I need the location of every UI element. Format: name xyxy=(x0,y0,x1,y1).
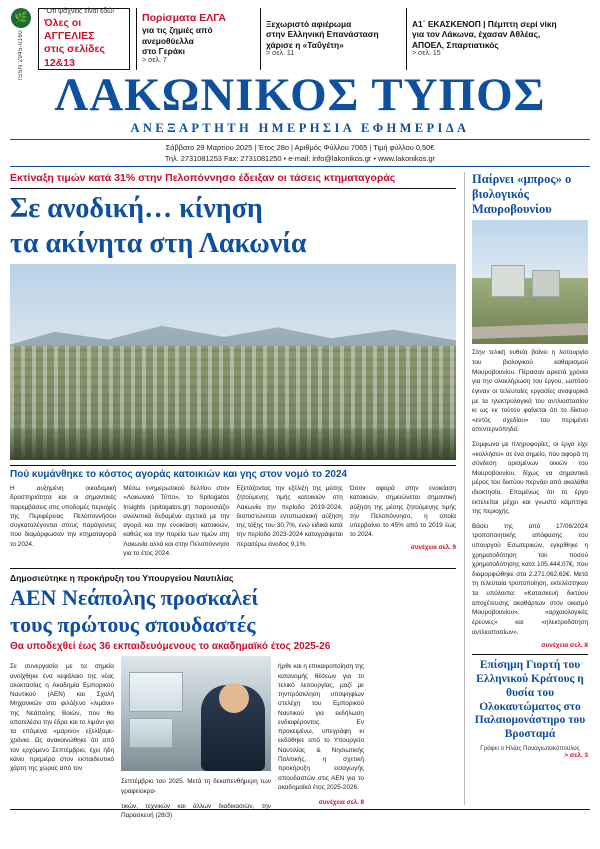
lead-headline-line2[interactable]: τα ακίνητα στη Λακωνία xyxy=(10,228,307,260)
lead-column-1 xyxy=(10,484,116,562)
teaser-elga-sub2: στο Γεράκι xyxy=(142,46,186,57)
aen-columns xyxy=(10,656,456,827)
rail-bottom-headline[interactable]: Επίσημη Γιορτή του Ελληνικού Κράτους η θυσία του Ολοκαυτώματος στο Παλαιομονάστηρο του Βροσταμά xyxy=(474,659,586,741)
lead-divider xyxy=(10,188,456,189)
lead-kicker: Εκτίναξη τιμών κατά 31% στην Πελοπόννησο έδειξαν οι τάσεις κτηματαγοράς xyxy=(10,172,396,185)
secondary-divider xyxy=(10,568,456,569)
rail-paragraph-3: Βάσει της από 17/06/2024 τροποποιητικής απόφασης του υπουργού Εσωτερικών, εγκρίθηκε η χρηματοδότηση του ποσού χρηματοδότησης κατά 105.444,07€, που διαμορφώθηκε στα 2.271.062,62€. Μετά τη τελευταία τροποποίηση, εκτελέστηκαν τα υπόλοιπα: «Κατασκευή δικτύου αποχέτευσης ακαθάρτων στον οικισμό Μαυροβουνίου», «αρχαιολογικές έρευνες» και «ηλεκτροδότηση αντλιοστασίων». xyxy=(472,522,588,636)
teaser-revolution-ref[interactable]: > σελ. 11 xyxy=(266,50,295,58)
top-teaser-strip xyxy=(10,8,590,80)
rail-photo-tank-2 xyxy=(532,270,560,297)
main-column xyxy=(10,172,456,820)
rail-bottom-credit: Γράφει ο Ηλίας Παναγιωτακόπουλος xyxy=(480,744,580,752)
lead-headline-line1[interactable]: Σε ανοδική… κίνηση xyxy=(10,192,263,224)
right-rail xyxy=(464,172,588,805)
rail-photo-tank-1 xyxy=(491,265,526,297)
aen-headline-line2[interactable]: τους πρώτους σπουδαστές xyxy=(10,612,256,638)
teaser-sports-ref[interactable]: > σελ. 15 xyxy=(412,50,441,58)
teaser-classifieds-line2: στις σελίδες 12&13 xyxy=(44,43,105,69)
teaser-sports[interactable] xyxy=(406,8,590,70)
teaser-revolution-l3: χάρισε η «Ταΰγέτη» xyxy=(266,39,344,50)
aen-col3-text: ήρθε και η επικαιροποίηση της κατανομής θέσεων για το τελικό λειτουργίας, μαζί με τηνπρόσκληση υποψηφίων στελέχη του Εμπορικού Ναυτικού για εκδήλωση ενδιαφέροντος. Εν προκειμένω, υπεγράφη κι εκδόθηκε από το Υπουργείο Ναυτιλίας & Νησιωτικής Πολιτικής, η σχετική προκήρυξη εισαγωγής σπουδαστών στις ΑΕΝ για το ακαδημαϊκό έτος 2025-2026. xyxy=(278,663,364,791)
lead-continuation-ref[interactable]: συνέχεια σελ. 9 xyxy=(410,543,456,551)
aen-col1-text: Σε συνεργασία με τα σημεία ανοίχθηκε ένα κεφάλαιο της νέας ολοκτασίας η Ακαδημία Εμπορικού Ναυτικού (ΑΕΝ) και Σχολή Μηχανικών στο φιλόξενο «λιμάνι» της Νεάπολης Βοιών, που θα αποτελέσει την έδρα και το λιμάνι για τα επόμενα «μαρινο» εξελίξομε- χρόνια. Ως ανακοινώθηκε ότι από τον ερχόμενο Σεπτέμβριο, έχει ήδη κάνει πρεμιέρα στον εκπαιδευτικό χάρτη της χώρας από τον xyxy=(10,663,114,773)
aen-column-2 xyxy=(121,656,271,827)
lead-column-3 xyxy=(237,484,343,562)
rail-photo xyxy=(472,220,588,344)
aen-continuation-ref[interactable]: συνέχεια σελ. 8 xyxy=(318,798,364,806)
rail-paragraph-2: Σύμφωνα με πληροφορίες, οι έργα είχε «κολλήσει» σε ένα σημείο, που αφορά τη σύνδεση ορισμένων οικιών του Μαυροβουνίου, δίχως να σημαντικά μέρος του δικτύου περνάει από ακαλάθα ιδιοκτησία. Επομένως ότι το έργο εκτελείται μέχρι και γνωστό κάμπτηκε της περιοχής. xyxy=(472,440,588,516)
aen-column-3 xyxy=(278,656,364,827)
lead-col4-text: Όσον αφορά στην ενοικίαση κατοικιών, σημειώνεται σημαντική αύξηση της μέσης ζητούμενης τιμής την Πελοπόννησο, η οποία υπερβαίνει το 45% από το 2019 έως το 2024. xyxy=(349,485,456,539)
aen-photo-console-screen xyxy=(129,672,183,712)
teaser-sports-l2: για τον Λάκωνα, έχασαν Αθλέας, xyxy=(412,29,541,40)
teaser-revolution-l2: στην Ελληνική Επανάσταση xyxy=(266,29,379,40)
rail-continuation-ref[interactable]: συνέχεια σελ. 8 xyxy=(541,642,588,650)
newspaper-subtitle: ΑΝΕΞΑΡΤΗΤΗ ΗΜΕΡΗΣΙΑ ΕΦΗΜΕΡΙΔΑ xyxy=(130,121,470,135)
issn-column xyxy=(10,8,32,80)
teaser-elga-sub: για τις ζημιές από ανεμοθύελλα xyxy=(142,25,213,46)
aen-photo-caption: Σεπτέμβριο του 2025. Μετά τη δεκαπενθήμερη των γραφειοκρα- xyxy=(121,778,271,795)
teaser-revolution[interactable] xyxy=(260,8,400,70)
lead-columns xyxy=(10,484,456,562)
issue-info: Σάββατο 29 Μαρτίου 2025 | Έτος 28ο | Αριθμός Φύλλου 7065 | Τιμή φύλλου 0,50€ xyxy=(165,143,435,152)
aen-photo-secondary-screen xyxy=(129,718,173,748)
lead-col2-text: Μέσω ενημερωτικού δελτίου στον «Λακωνικό Τύπο», το Spitogatos Insights (spitogatos.gr) παρουσιάζει αναλυτικά δεδομένα σχετικά με την αγορά και την ενοικίαση κατοικιών, καθώς και την πορεία των τιμών στη Λακωνία αλλά και στην Πελοπόννησο για το έτος 2024. xyxy=(123,485,230,557)
contact-info: Τηλ. 2731081253 Fax: 2731081250 • e-mail: info@lakonikos.gr • www.lakonikos.gr xyxy=(164,154,436,164)
teaser-elga[interactable] xyxy=(136,8,254,70)
teaser-revolution-l1: Ξεχωριστό αφιέρωμα xyxy=(266,18,352,29)
teaser-elga-title: Πορίσματα ΕΛΓΑ xyxy=(142,12,226,25)
masthead xyxy=(10,69,590,167)
rail-article-body xyxy=(472,348,588,637)
lead-photo-foreground xyxy=(10,428,456,459)
rail-paragraph-1: Στην τελική ευθεία βαίνει η λειτουργία του βιολογικού καθαρισμού Μαυροβουνίου. Πέρασαν αρκετά χρόνια για την ολοκλήρωση του έργου, ωστόσο έγιναν οι τελευταίες εργασίες αναφορικά με τα ηλεκτρολογικά του αντλιοστασίου κι ως εκ τούτου φαίνεται ότι το δίκτυο «εντός σχεδίου» του περιμένει απεντερνόπηδεί. xyxy=(472,349,588,434)
teaser-sports-l3: ΑΠΟΕΛ, Σπαρτιατικός xyxy=(412,39,499,50)
lead-col3-text: Εξετάζοντας την εξέλιξη της μέσης ζητούμενης τιμής κατοικιών στη Λακωνία την περίοδο 2019-2024, διαπιστώνεται εντυπωσιακή αύξηση της τάξης του 30,7%, ενώ ειδικά κατά την περίοδο 2023-2024 καταγράφεται περαιτέρω άνοδος 9,1%. xyxy=(236,485,343,548)
lead-column-4 xyxy=(350,484,456,562)
teaser-elga-ref[interactable]: > σελ. 7 xyxy=(142,56,167,64)
aen-subtitle: Θα υποδεχθεί έως 36 εκπαιδευόμενους το ακαδημαϊκό έτος 2025-26 xyxy=(10,640,331,652)
teaser-classifieds-line1: Όλες οι ΑΓΓΕΛΙΕΣ xyxy=(44,17,95,43)
rail-bottom-ref[interactable]: > σελ. 3 xyxy=(564,751,588,759)
teaser-classifieds-note: "Ότι ψάχνεις είναι εδώ! xyxy=(44,8,115,16)
masthead-divider-bottom xyxy=(10,166,590,167)
rail-photo-sky xyxy=(472,220,588,277)
issn-label: ISSN 2945-0160 xyxy=(18,30,24,80)
teaser-sports-l1: Α1΄ ΕΚΑΣΚΕΝΟΠ | Πέμπτη σερί νίκη xyxy=(412,18,557,29)
aen-col2-tail: τικών, τεχνικών και άλλων διαδικασιών, την Παρασκευή (28/3) xyxy=(121,803,271,820)
newspaper-title: ΛΑΚΩΝΙΚΟΣ ΤΥΠΟΣ xyxy=(54,69,546,121)
lead-caption: Πού κυμάνθηκε το κόστος αγοράς κατοικιών και γης στον νομό το 2024 xyxy=(10,468,348,480)
aen-column-1 xyxy=(10,656,114,827)
lead-col1-text: Η αυξημένη οικοδομική δραστηριότητα και οι σημαντικές παρεμβάσεις στις υποδομές περιοχές της Περιφέρειας Πελοποννήσου συγκαταλέγονται στους παράγοντες που διαμόρφωσαν την κτηματαγορά το 2024. xyxy=(10,485,117,548)
rail-divider xyxy=(472,654,588,655)
aen-photo xyxy=(121,656,271,771)
aen-headline-line1[interactable]: ΑΕΝ Νεάπολης προσκαλεί xyxy=(10,584,259,610)
leaf-logo-icon: 🌿 xyxy=(11,8,31,28)
masthead-divider-top xyxy=(10,139,590,140)
lead-caption-divider xyxy=(10,465,456,466)
lead-column-2 xyxy=(123,484,229,562)
lead-photo xyxy=(10,264,456,460)
page-body xyxy=(10,172,590,820)
teaser-classifieds[interactable] xyxy=(38,8,130,70)
aen-photo-officer-head xyxy=(219,683,249,713)
aen-kicker: Δημοσιεύτηκε η προκήρυξη του Υπουργείου Ναυτιλίας xyxy=(10,573,234,584)
rail-headline[interactable]: Παίρνει «μπρος» ο βιολογικός Μαυροβουνίου xyxy=(472,172,572,216)
